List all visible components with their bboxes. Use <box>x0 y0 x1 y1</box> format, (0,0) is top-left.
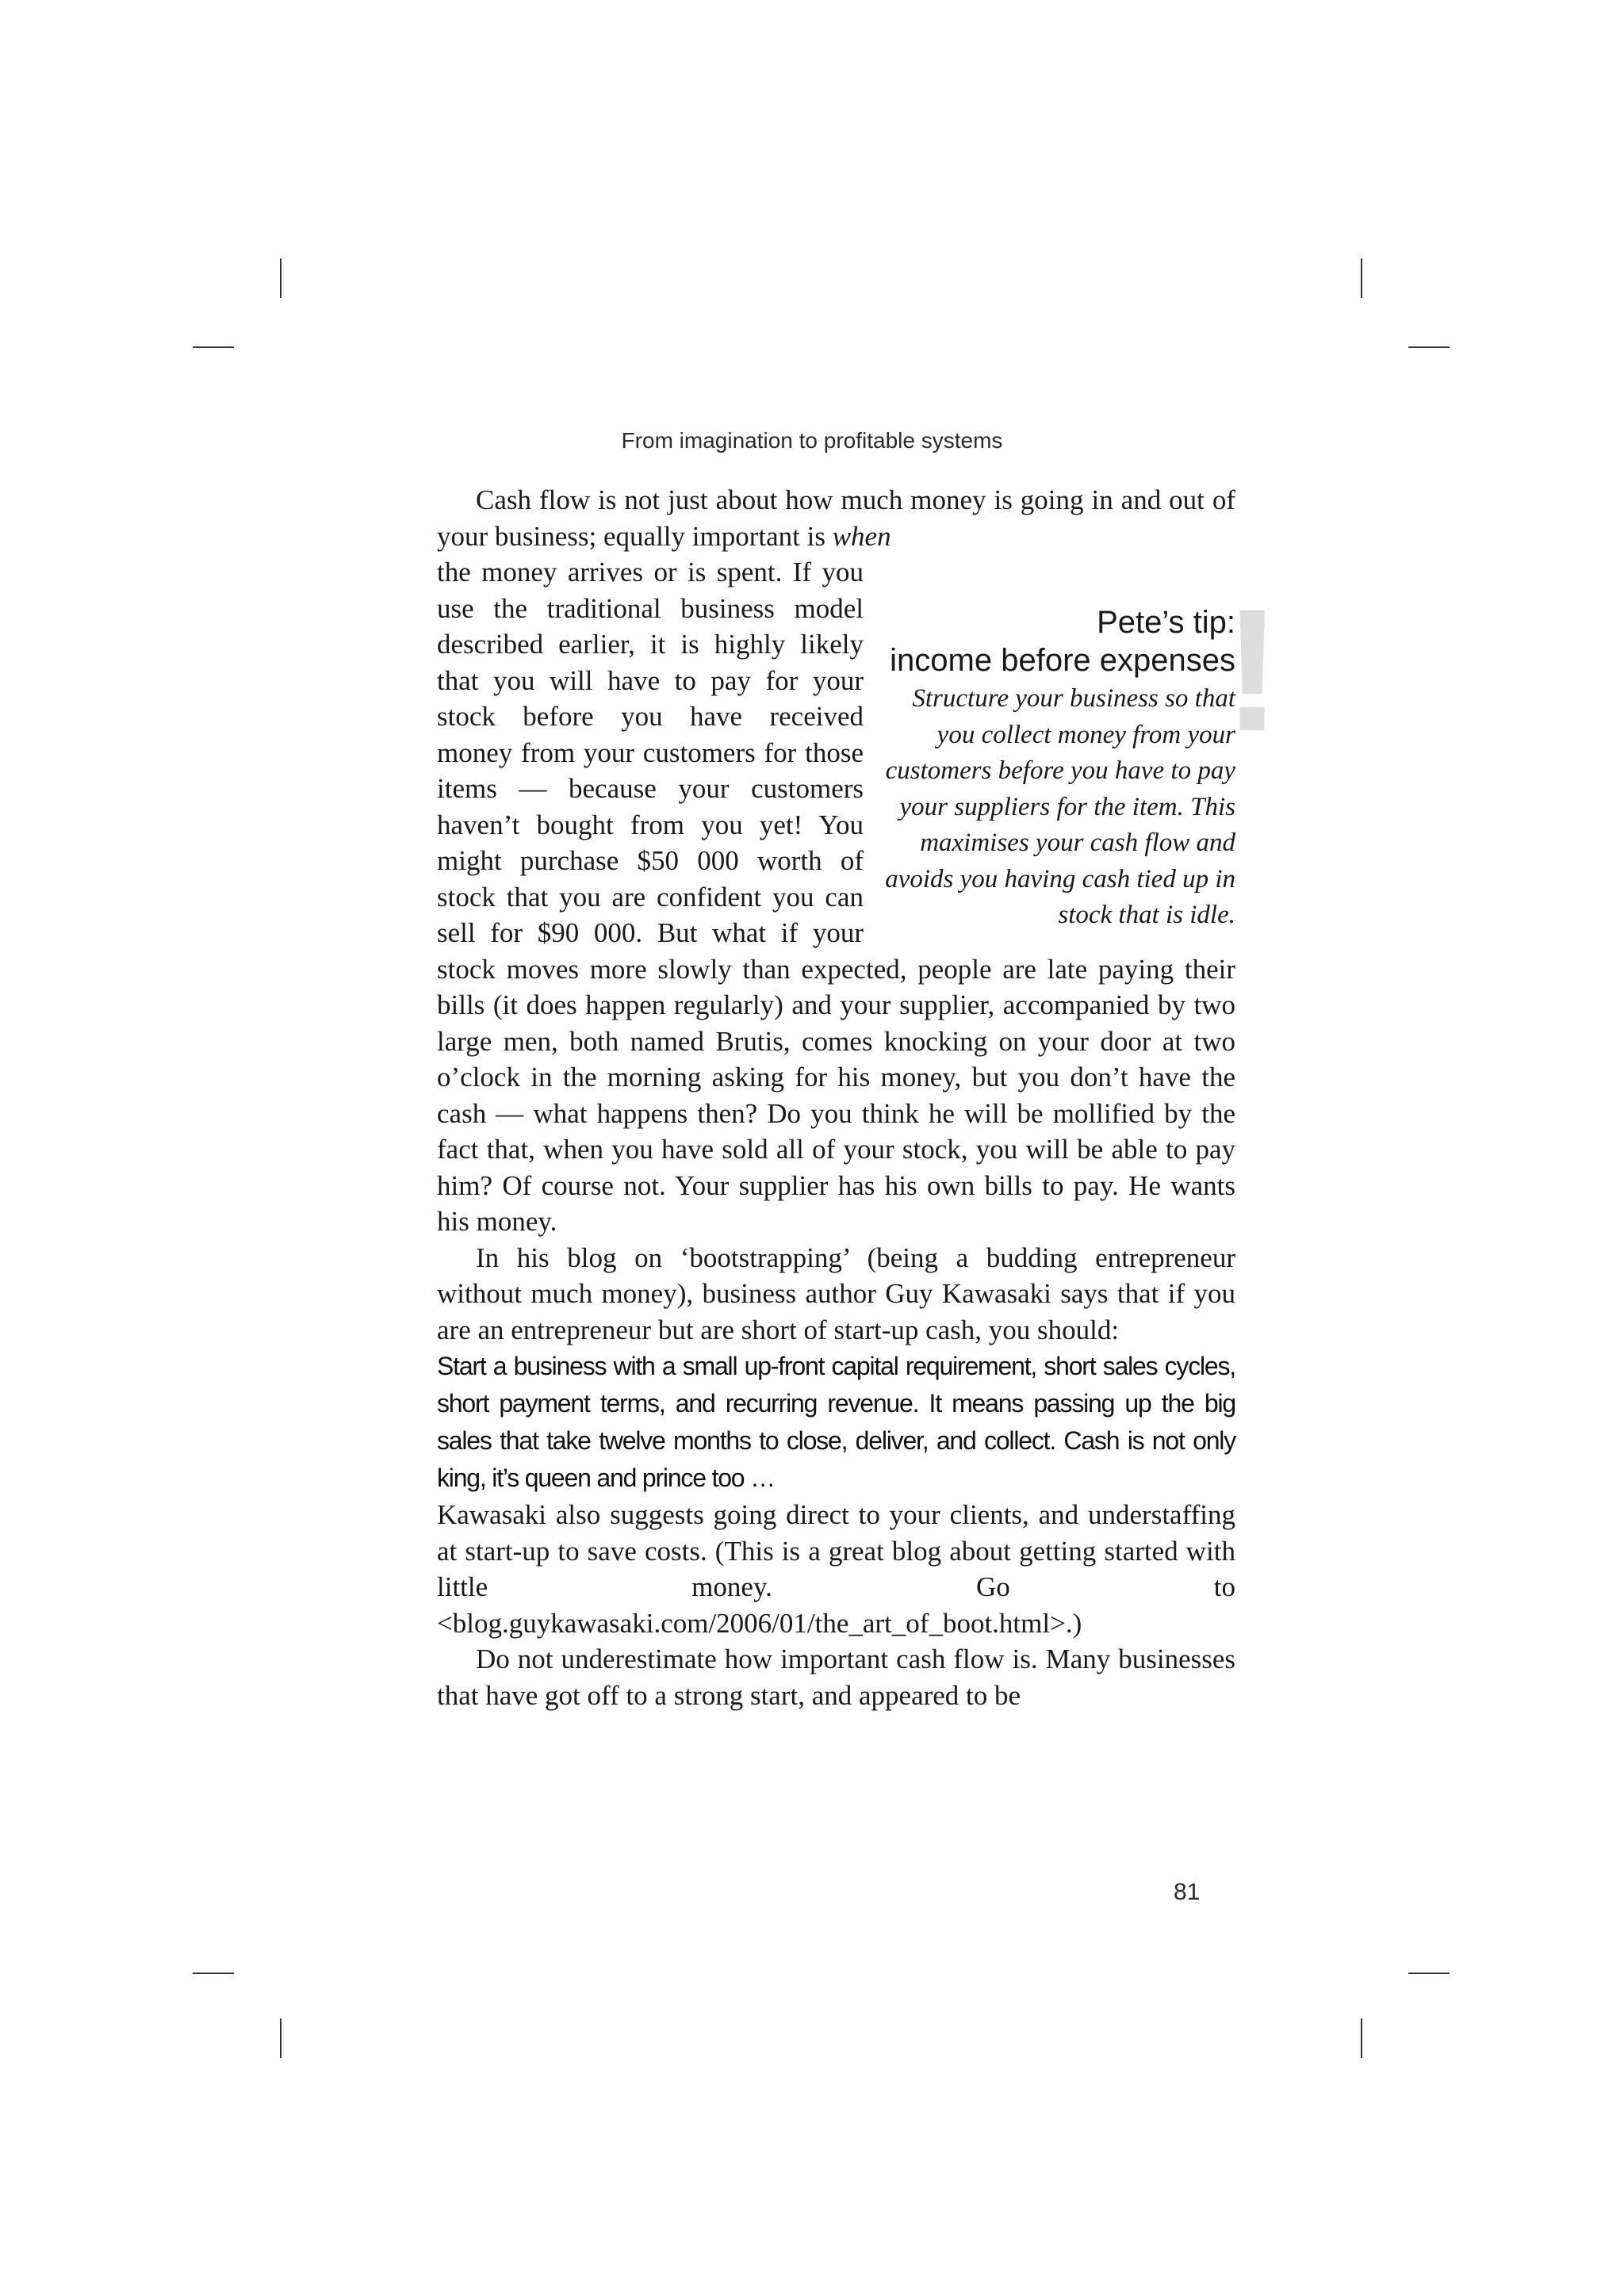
running-head: From imagination to profitable systems <box>621 428 1003 453</box>
crop-mark-top-right-h <box>1408 346 1450 348</box>
body-text <box>437 482 1281 1713</box>
crop-mark-bottom-right-h <box>1408 1973 1450 1974</box>
tip-heading-line-2: income before expenses <box>890 643 1235 678</box>
emphasis-when: when <box>832 520 891 552</box>
paragraph-1-start: Cash flow is not just about how much money is going in and out of your business; equally important is <box>437 484 1235 552</box>
crop-mark-top-left <box>280 258 282 298</box>
crop-mark-top-left-h <box>193 346 234 348</box>
tip-heading <box>875 603 1235 679</box>
paragraph-4: Do not underestimate how important cash flow is. Many businesses that have got off to a strong start, and appeared to be <box>437 1644 1235 1711</box>
page-number: 81 <box>1174 1879 1201 1905</box>
tip-heading-line-1: Pete’s tip: <box>1097 605 1235 640</box>
paragraph-1 <box>437 482 1235 554</box>
block-quote: Start a business with a small up-front capital requirement, short sales cycles, short payment terms, and recurring revenue. It means passing up the big sales that take twelve months to close, deliver, and collect. Cash is not only king, it’s queen and prince too … <box>437 1352 1235 1492</box>
crop-mark-bottom-right <box>1361 2019 1362 2058</box>
paragraph-1-rest: the money arrives or is spent. If you use the traditional business model described earlier, it is highly likely that you will have to pay for your stock before you have received money from your customers for those items — because your customers haven’t bought from you yet! You might purchase $50 000 worth of stock that you are confident you can sell for $90 000. But what if your stock moves more slowly than expected, people are late paying their bills (it does happen regularly) and your supplier, accompanied by two large men, both named Brutis, comes knocking on your door at two o’clock in the morning asking for his money, but you don’t have the cash — what happens then? Do you think he will be mollified by the fact that, when you have sold all of your stock, you will be able to pay him? Of course not. Your supplier has his own bills to pay. He wants his money. <box>437 557 1235 1237</box>
paragraph-2: In his blog on ‘bootstrapping’ (being a budding entrepreneur without much money), business author Guy Kawasaki says that if you are an entrepreneur but are short of start-up cash, you should: <box>437 1242 1235 1345</box>
crop-mark-top-right <box>1361 258 1362 298</box>
petes-tip-box <box>875 572 1281 934</box>
crop-mark-bottom-left-h <box>193 1973 234 1974</box>
exclamation-icon: ! <box>1223 572 1281 767</box>
tip-body: Structure your business so that you collect money from your customers before you have to pay your suppliers for the item. This maximises your cash flow and avoids you having cash tied up in stock that is idle. <box>885 684 1235 929</box>
paragraph-3: Kawasaki also suggests going direct to your clients, and understaffing at start-up to save costs. (This is a great blog about getting started with little money. Go to <blog.guykawasaki.com/2006/01/the_art_of_boot.html>.) <box>437 1499 1235 1639</box>
crop-mark-bottom-left <box>280 2019 282 2058</box>
